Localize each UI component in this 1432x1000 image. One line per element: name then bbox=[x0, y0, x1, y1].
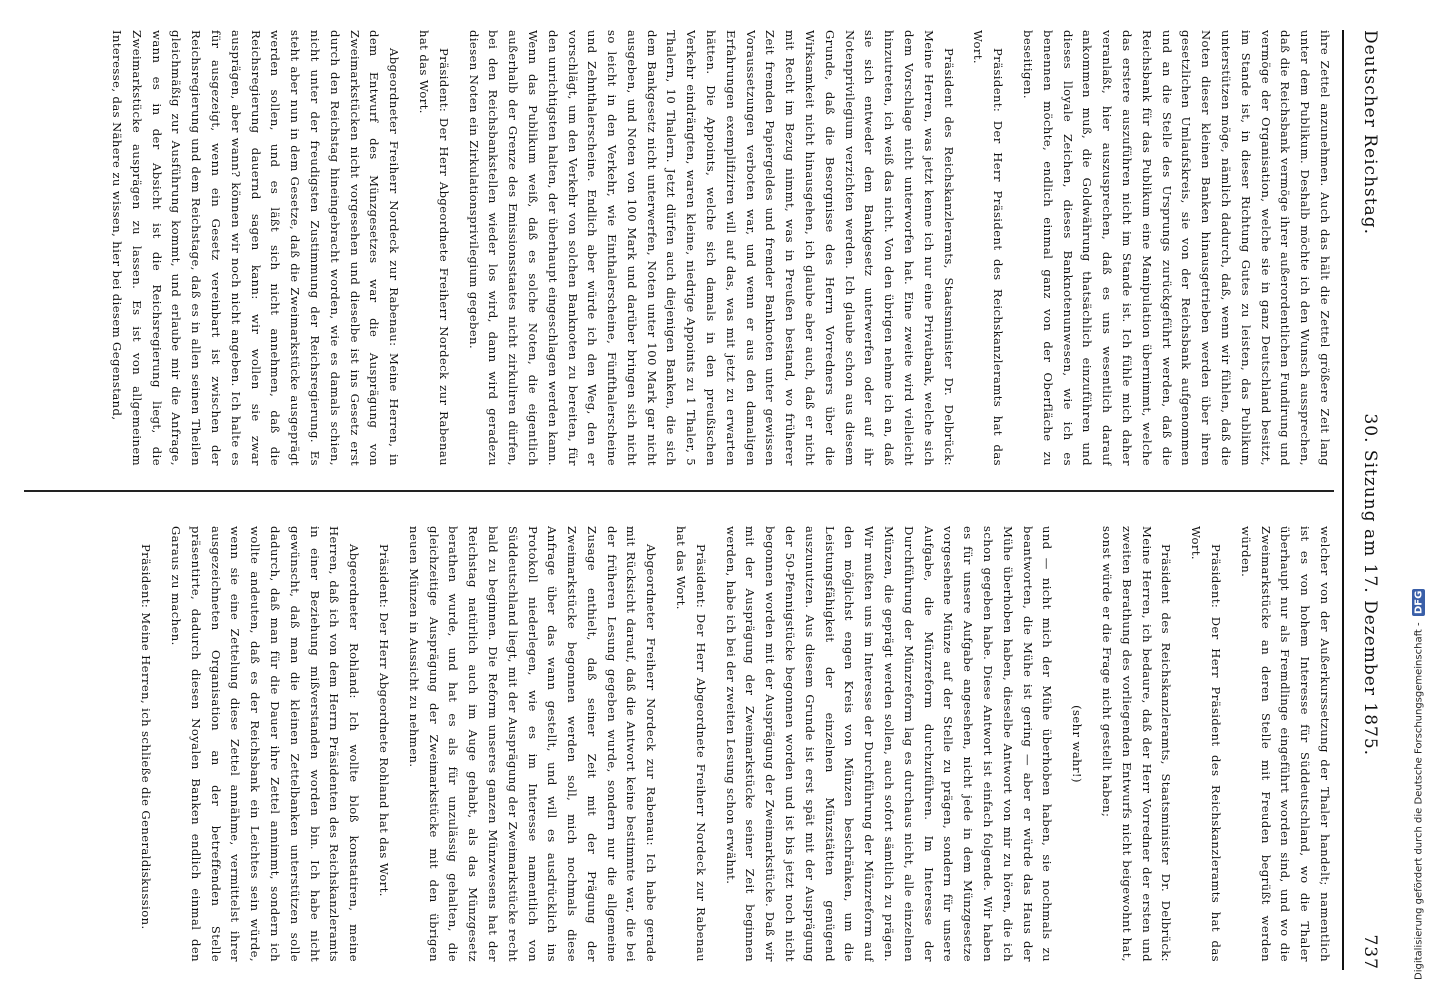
speech-paragraph: Präsident: Meine Herren, ich schließe die Generaldiskussion. bbox=[139, 544, 154, 930]
digitization-note bbox=[1408, 20, 1430, 980]
speaker-paragraph: Präsident: Der Herr Abgeordnete Rohland hat das Wort. bbox=[376, 544, 391, 897]
speaker-paragraph: Präsident: Der Herr Abgeordnete Freiherr Nordeck zur Rabenau hat das Wort. bbox=[674, 526, 708, 962]
speech-paragraph: und — nicht mich der Mühe überhoben haben, sie nochmals zu beantworten, die Mühe ist gering — aber er würde das Haus der Mühe überhoben haben, dieselbe Antwort von mir zu hören, die ich schon gegeben habe. Diese Antwort ist einfach folgende. Wir haben es für unsere Aufgabe angesehen, nicht jede in dem Münzgesetze vorgesehene Münze auf der Stelle zu prägen, sondern für unsere Aufgabe, die Münzreform durchzuführen. Im Interesse der Durchführung der Münzreform lag es durchaus nicht, alle einzelnen Münzen, die geprägt werden sollen, auch sofort sämtlich zu prägen. Wir mußten uns im Interesse der Durchführung der Münzreform auf den möglichst engen Kreis von Münzen beschränken, um die Leistungsfähigkeit der einzelnen Münzstätten genügend auszunutzen. Aus diesem Grunde ist erst spät mit der Ausprägung der 50-Pfennigstücke begonnen worden und ist bis jetzt noch nicht begonnen worden mit der Ausprägung der Zweimarkstücke. Daß wir mit der Ausprägung der Zweimarkstücke seiner Zeit beginnen werden, habe ich bei der zweiten Lesung schon erwähnt. bbox=[723, 526, 1055, 962]
page-header bbox=[1346, 30, 1380, 970]
speech-paragraph: Abgeordneter Freiherr Nordeck zur Rabenau: Meine Herren, in dem Entwurf des Münzgesetzes war die Ausprägung von Zweimarkstücken nicht vorgesehen und dieselbe ist ins Gesetz erst durch den Reichstag hineingebracht worden, wie es damals schien, nicht unter der freudigsten Zustimmung der Reichsregierung. Es steht aber nun in dem Gesetze, daß die Zweimarkstücke ausgeprägt werden sollen, und es läßt sich nicht annehmen, daß die Reichsregierung dauernd sagen kann: wir wollen sie zwar ausprägen, aber wann? können wir noch nicht angeben. Ich halte es für ausgezeigt, wenn ein Gesetz vereinbart ist zwischen der Reichsregierung und dem Reichstage, daß es in allen seinen Theilen gleichmäßig zur Ausführung kommt, und erlaube mir die Anfrage, wann es in der Absicht ist die Reichsregierung liegt, die Zweimarkstücke ausprägen zu lassen. Es ist von allgemeinem Interesse, das Nähere zu wissen, hier bei diesem Gegenstand, bbox=[109, 30, 402, 466]
left-column bbox=[34, 30, 1334, 466]
header-publication: Deutscher Reichstag. bbox=[1360, 30, 1380, 235]
speech-paragraph: Abgeordneter Freiherr Nordeck zur Rabenau: Ich habe gerade mit Rücksicht darauf, daß die Antwort keine bestimmte war, die bei der früheren Lesung gegeben wurde, sondern nur die allgemeine Zusage enthielt, daß seiner Zeit mit der Prägung der Zweimarkstücke begonnen werden soll, mich nochmals diese Anfrage über das wann gestellt, und will es ausdrücklich ins Protokoll niederlegen, wie es im Interesse namentlich von Süddeutschland liegt, mit der Ausprägung der Zweimarkstücke recht bald zu beginnen. Die Reform unseres ganzen Münzwesens hat der Reichstag natürlich auch im Auge gehabt, als das Münzgesetz berathen wurde, und hat es als für unzulässig gehalten, die gleichzeitige Ausprägung der Zweimarkstücke mit den übrigen neuen Münzen in Aussicht zu nehmen. bbox=[406, 526, 659, 962]
interjection: (sehr wahr!) bbox=[1070, 705, 1085, 783]
digitization-text: Digitalisierung gefördert durch die Deutsche Forschungsgemeinschaft - bbox=[1413, 622, 1425, 980]
speech-paragraph: Präsident des Reichskanzleramts, Staatsminister Dr. Delbrück: Meine Herren, ich bedaure, daß der Herr Vorredner der ersten und zweiten Berathung des vorliegenden Entwurfs nicht beigewohnt hat, sonst würde er die Frage nicht gestellt haben; bbox=[1100, 526, 1174, 962]
speaker-paragraph: Präsident: Der Herr Präsident des Reichskanzleramts hat das Wort. bbox=[1189, 526, 1224, 962]
speaker-paragraph: Präsident: Der Herr Präsident des Reichskanzleramts hat das Wort. bbox=[971, 30, 1006, 466]
speech-paragraph: Abgeordneter Rohland: Ich wollte bloß konstatiren, meine Herren, daß ich von dem Herrn Präsidenten des Reichskanzleramts in einer Beziehung mißverstanden worden bin. Ich habe nicht gewünscht, daß man die kleinen Zettelbanken unterstützen solle dadurch, daß man für die Dauer ihre Zettel annimmt, sondern ich wollte andeuten, daß es der Reichsbank ein Leichtes sein würde, wenn sie eine Zettelung diese Zettel annähme, vermittelst ihrer ausgezeichneten Organisation an der betreffenden Stelle präsentirte, dadurch diesen Noyalen Banken endlich einmal den Garaus zu machen. bbox=[168, 526, 362, 962]
paragraph: welcher von der Außerkurssetzung der Thaler handelt; namentlich ist es von hohem Interesse für Süddeutschland, wo die Thaler überhaupt nur als Fremdlinge eingeführt worden sind, und wo die Zweimarkstücke an deren Stelle mit Freuden begrüßt werden würden. bbox=[1238, 526, 1332, 962]
header-rule bbox=[1342, 30, 1344, 970]
column-divider bbox=[24, 490, 1334, 492]
page-number: 737 bbox=[1360, 934, 1380, 970]
speech-paragraph: Präsident des Reichskanzleramts, Staatsminister Dr. Delbrück: Meine Herren, was jetzt kenne ich nur eine Privatbank, welche sich dem Vorschlage nicht unterworfen hat. Eine zweite wird vielleicht hinzutreten, ich weiß das nicht. Von den übrigen nehme ich an, daß sie sich entweder dem Bankgesetz unterwerfen oder auf ihr Notenprivilegium verzichten werden. Ich glaube schon aus diesem Grunde, daß die Besorgnisse des Herrn Vorredners über die Wirksamkeit nicht hinausgehen, ich glaube aber auch, daß er nicht mit Recht im Bezug nimmt, was in Preußen bestand, wo früherer Zeit fremden Papiergeldes und fremder Banknoten unter gewissen Voraussetzungen verboten war, und wenn er aus den damaligen Erfahrungen exemplifiziren will auf das, was mit jetzt zu erwarten hätten. Die Appoints, welche sich damals in den preußischen Verkehr eindrängten, waren kleine, niedrige Appoints zu 1 Thaler, 5 Thalern, 10 Thalern. Jetzt dürfen auch diejenigen Banken, die sich dem Bankgesetz nicht unterwerfen, Noten unter 100 Mark gar nicht ausgeben, und Noten von 100 Mark und darüber bringen sich nicht so leicht in den Verkehr, wie Einthalerscheine, Fünfthalerscheine und Zehnthalerscheine. Endlich aber würde ich den Weg, den er vorschlägt, um den Verkehr von solchen Banknoten zu bereiten, für den unrichtigsten halten, der überhaupt eingeschlagen werden kann. Wenn das Publikum weiß, daß es solche Noten, die eigentlich außerhalb der Grenze des Emissionsstaates nicht zirkuliren dürfen, bei den Reichsbankstellen wieder los wird, dann wird geradezu diesen Noten ein Zirkulationsprivilegium gegeben. bbox=[466, 30, 956, 466]
header-session: 30. Sitzung am 17. Dezember 1875. bbox=[1360, 413, 1380, 757]
right-column bbox=[34, 526, 1334, 962]
speaker-paragraph: Präsident: Der Herr Abgeordnete Freiherr Nordeck zur Rabenau hat das Wort. bbox=[416, 30, 451, 466]
paragraph: ihre Zettel anzunehmen. Auch das hält die Zettel größere Zeit lang unter dem Publikum. Deshalb möchte ich den Wunsch aussprechen, daß die Reichsbank vermöge ihrer außerordentlichen Fundirung und vermöge der Organisation, welche sie in ganz Deutschland besitzt, im Stande ist, in dieser Richtung Gutes zu leisten, das Publikum unterstützen möge, nämlich dadurch, daß, wenn wir fühlen, daß die Noten dieser kleinen Banken hinausgetrieben werden über ihren gesetzlichen Umlaufskreis, sie von der Reichsbank aufgenommen und an die Stelle des Ursprungs zurückgeführt werden, daß die Reichsbank für das Publikum eine Manipulation übernimmt, welche das erstere auszuführen nicht im Stande ist. Ich fühle mich daher veranlaßt, hier auszusprechen, daß es uns wesentlich darauf ankommen muß, die Goldwährung thatsächlich einzuführen und dieses lloyale Zeichen, dieses Banknotenunwesen, wie ich es benennen möchte, endlich einmal ganz von der Oberfläche zu beseitigen. bbox=[1021, 30, 1332, 466]
dfg-logo: DFG bbox=[1413, 591, 1425, 615]
